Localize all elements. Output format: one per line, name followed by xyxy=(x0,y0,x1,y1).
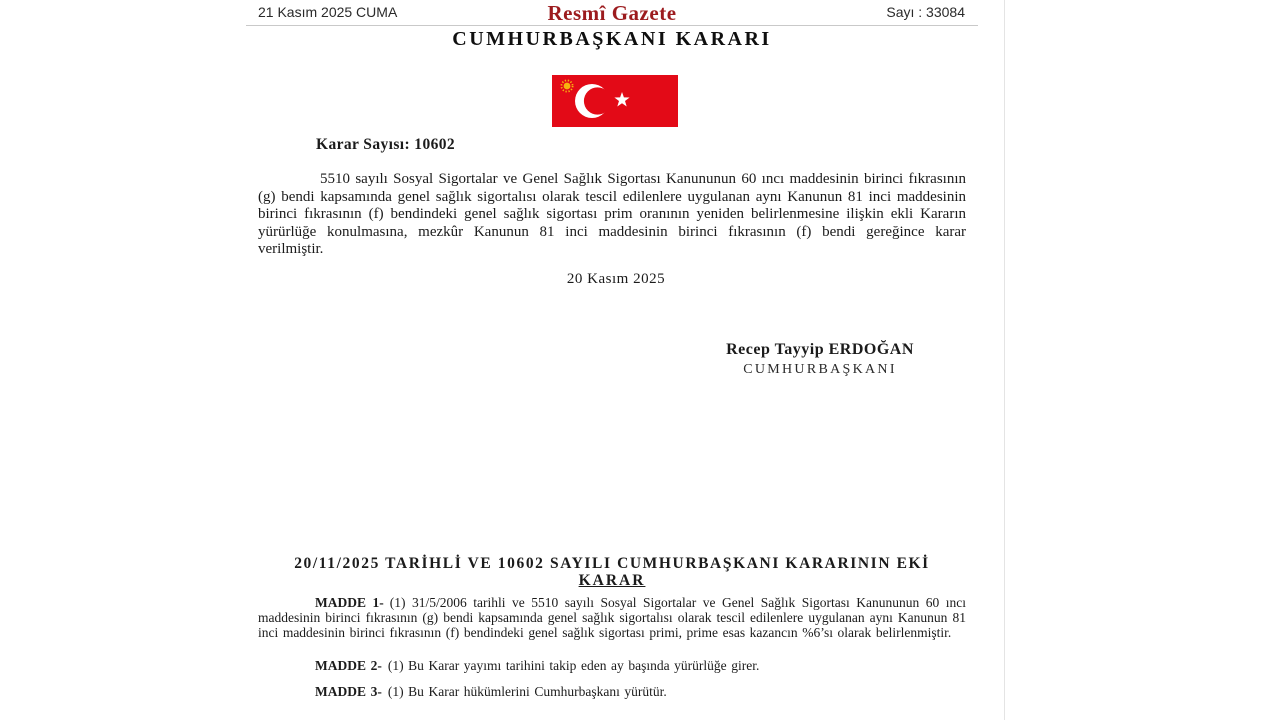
masthead-divider xyxy=(246,25,978,26)
article-madde-2-label: MADDE 2- xyxy=(315,658,382,673)
annex-title xyxy=(258,555,966,589)
annex-title-line2: KARAR xyxy=(578,572,646,589)
decision-paragraph: 5510 sayılı Sosyal Sigortalar ve Genel Sağlık Sigortası Kanununun 60 ıncı maddesinin birinci fıkrasının (g) bendi kapsamında genel sağlık sigortalısı olarak tescil edilenlere uygulanan aynı Kanunun 81 inci maddesinin birinci fıkrasının (f) bendindeki genel sağlık sigortası prim oranının yeniden belirlenmesine ilişkin ekli Kararın yürürlüğe konulmasına, mezkûr Kanunun 81 inci maddesinin birinci fıkrasının (f) bendi gereğince karar verilmiştir. xyxy=(258,171,966,257)
decree-heading: CUMHURBAŞKANI KARARI xyxy=(452,28,772,50)
gazette-issue-number: Sayı : 33084 xyxy=(886,4,965,20)
article-madde-2-text: (1) Bu Karar yayımı tarihini takip eden ay başında yürürlüğe girer. xyxy=(387,658,760,673)
article-madde-2 xyxy=(258,659,966,674)
signature-block xyxy=(635,341,1005,378)
article-madde-3-label: MADDE 3- xyxy=(315,684,382,699)
signature-title: CUMHURBAŞKANI xyxy=(743,362,897,377)
article-madde-1-label: MADDE 1- xyxy=(315,595,384,610)
annex-title-line1: 20/11/2025 TARİHLİ VE 10602 SAYILI CUMHURBAŞKANI KARARININ EKİ xyxy=(294,555,930,572)
article-madde-1-text: (1) 31/5/2006 tarihli ve 5510 sayılı Sosyal Sigortalar ve Genel Sağlık Sigortası Kanununun 60 ıncı maddesinin birinci fıkrasının (g) bendi kapsamında genel sağlık sigortalısı olarak tescil edilenlere uygulanan aynı Kanunun 81 inci maddesinin birinci fıkrasının (f) bendindeki genel sağlık sigortası primi, prime esas kazancın %6’sı olarak belirlenmiştir. xyxy=(258,595,966,640)
gazette-title: Resmî Gazete xyxy=(547,1,677,25)
signature-name: Recep Tayyip ERDOĞAN xyxy=(726,341,914,358)
article-madde-3 xyxy=(258,685,966,700)
article-madde-1 xyxy=(258,596,966,640)
turkish-flag-icon xyxy=(552,75,678,127)
gazette-date: 21 Kasım 2025 CUMA xyxy=(258,4,398,20)
decision-date: 20 Kasım 2025 xyxy=(566,271,666,287)
decision-number: Karar Sayısı: 10602 xyxy=(316,136,456,153)
article-madde-3-text: (1) Bu Karar hükümlerini Cumhurbaşkanı yürütür. xyxy=(387,684,667,699)
